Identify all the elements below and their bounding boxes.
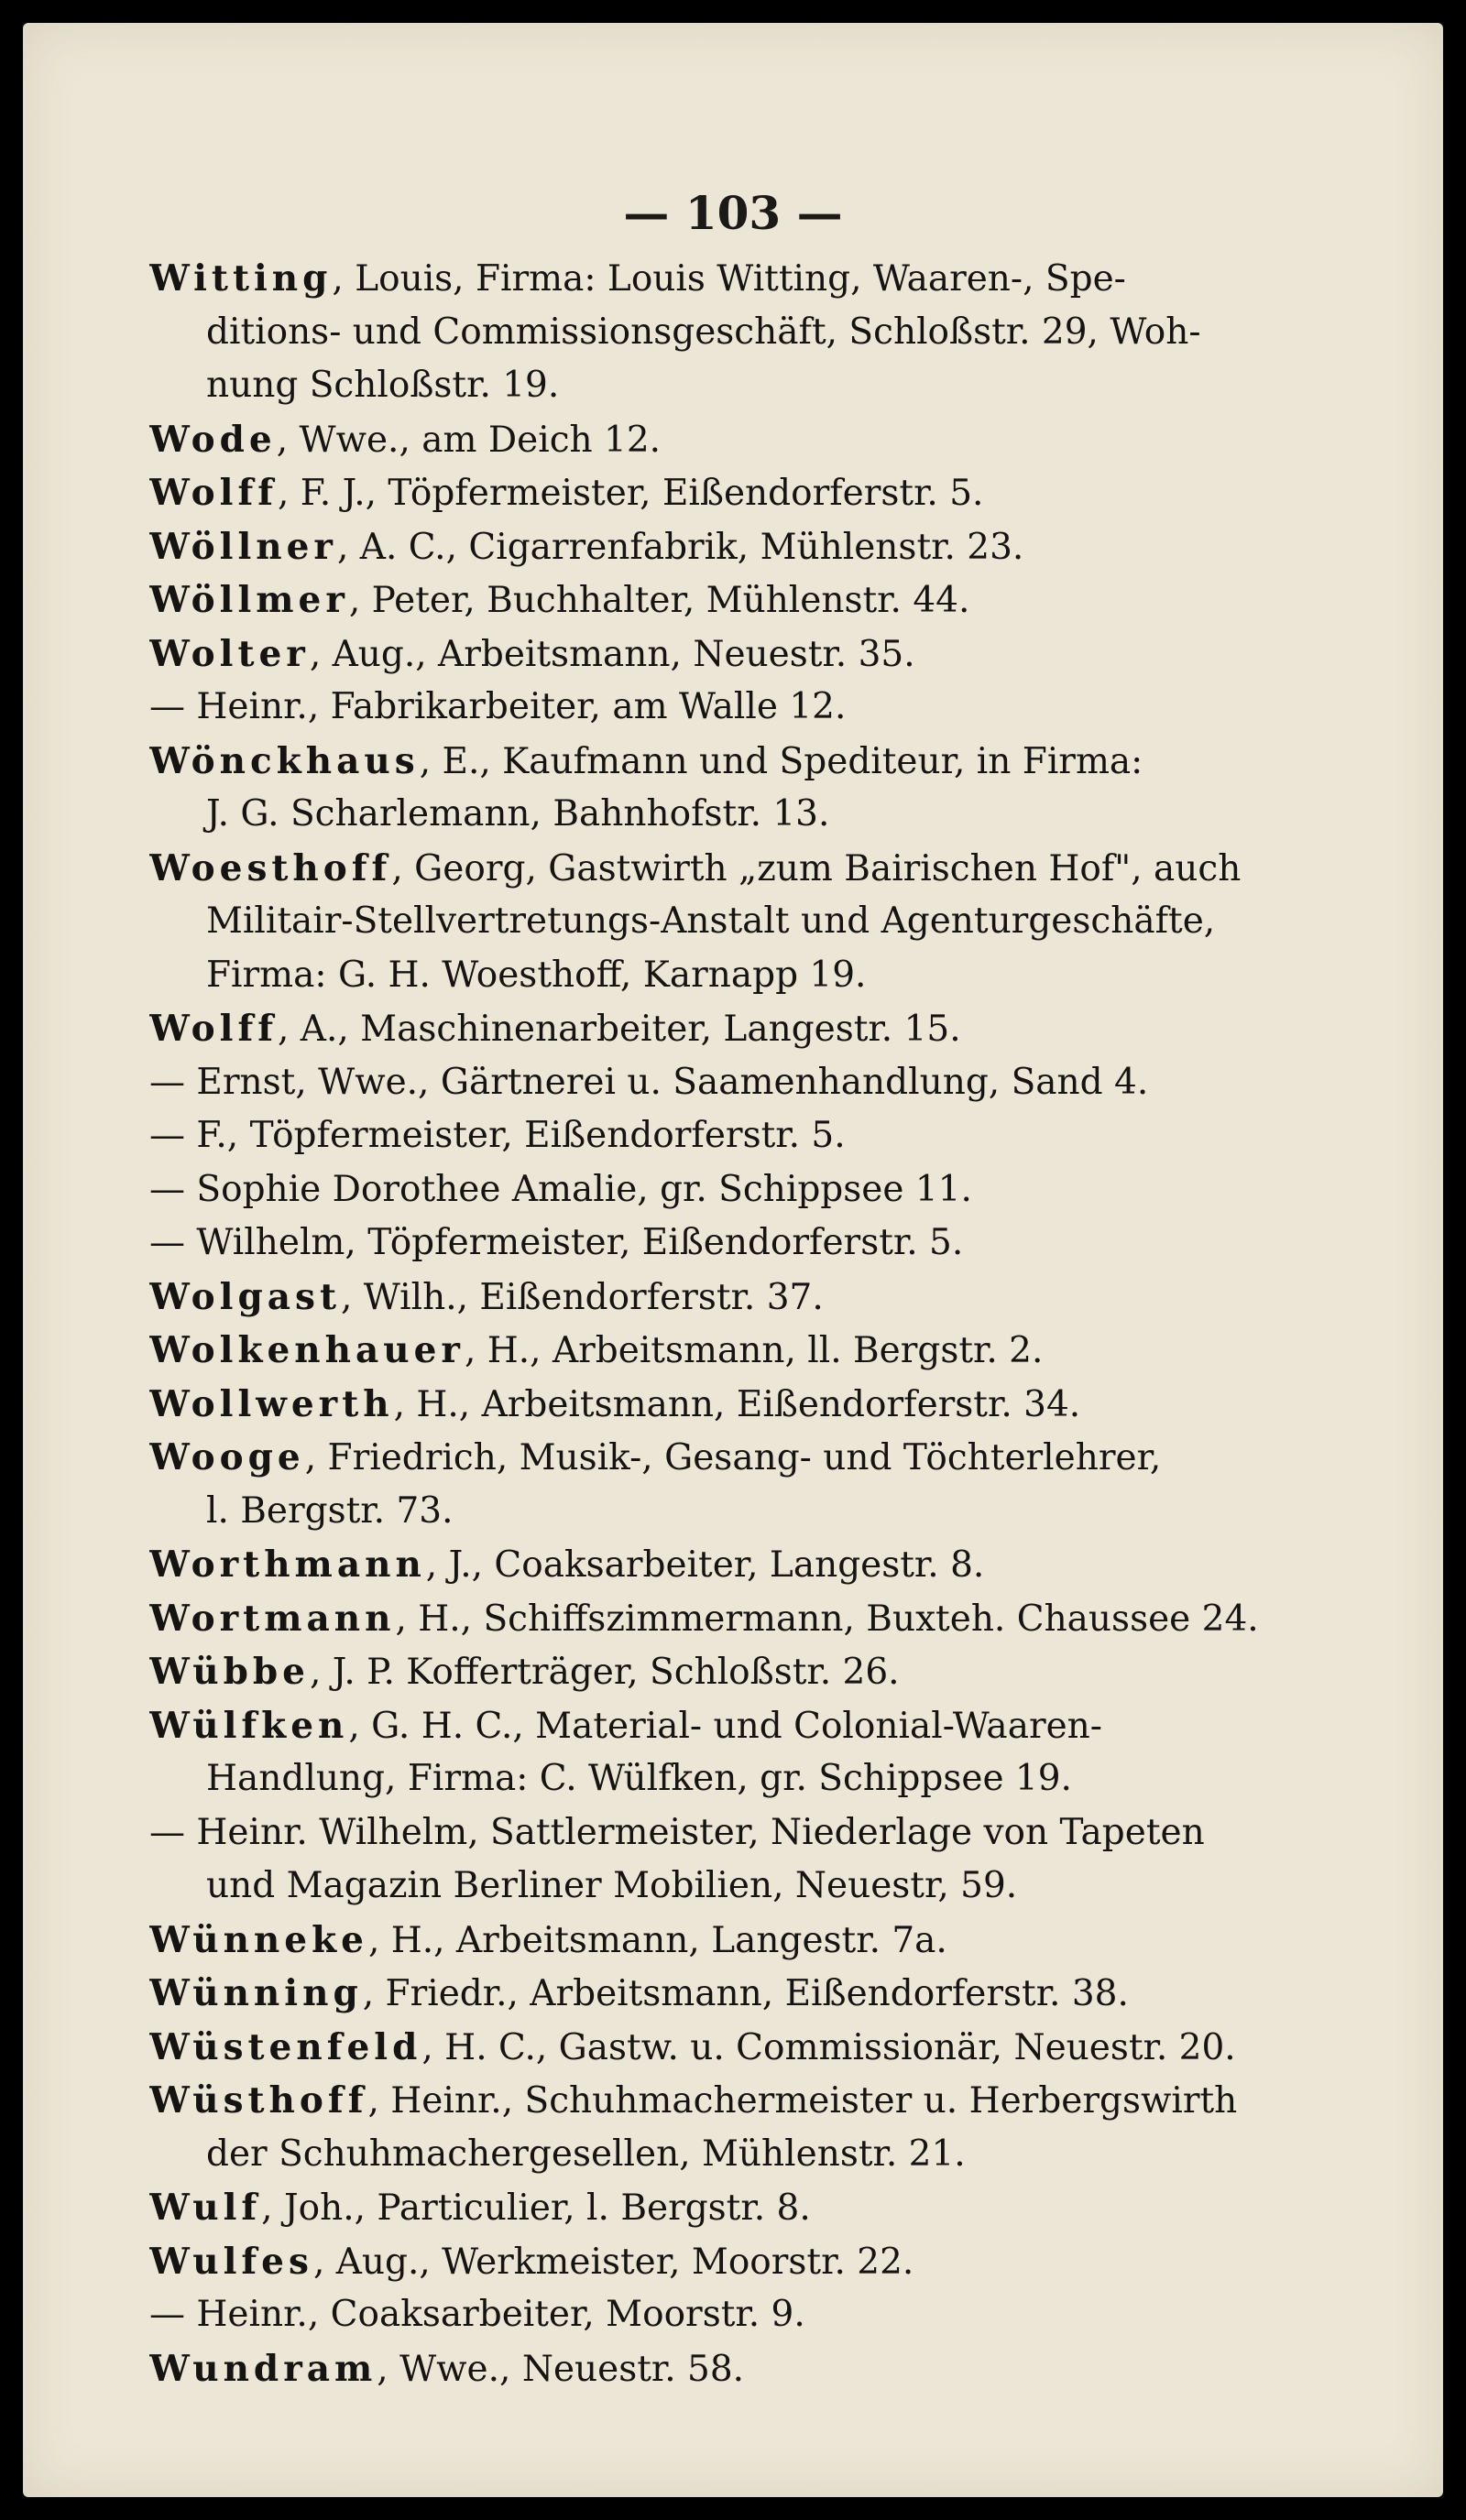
entry-details: , Wwe., am Deich 12. <box>276 419 662 461</box>
entry-details: , Joh., Particulier, l. Bergstr. 8. <box>261 2187 811 2229</box>
directory-entry-continuation: Militair-Stellvertretungs-Anstalt und Agenturgeschäfte, <box>206 900 1216 942</box>
entry-surname: Wode <box>149 418 277 461</box>
entry-details: , Friedr., Arbeitsmann, Eißendorferstr. 38. <box>362 1973 1129 2014</box>
directory-entry <box>149 252 1340 306</box>
entry-details: , F. J., Töpfermeister, Eißendorferstr. 5. <box>278 473 984 514</box>
entry-details: , J. P. Kofferträger, Schloßstr. 26. <box>309 1652 900 1693</box>
entry-details: , A., Maschinenarbeiter, Langestr. 15. <box>278 1009 961 1050</box>
entry-details: , H., Arbeitsmann, Langestr. 7a. <box>367 1919 947 1961</box>
entry-details: , Wwe., Neuestr. 58. <box>377 2348 745 2390</box>
entry-surname: Wüstenfeld <box>149 2025 422 2068</box>
directory-entry <box>149 1002 1340 1056</box>
entry-details: , Aug., Arbeitsmann, Neuestr. 35. <box>309 633 915 675</box>
entry-surname: Witting <box>149 257 333 300</box>
directory-entry: — F., Töpfermeister, Eißendorferstr. 5. <box>149 1115 846 1156</box>
directory-entry-continuation: Firma: G. H. Woesthoff, Karnapp 19. <box>206 954 867 996</box>
directory-entry-continuation: ditions- und Commissionsgeschäft, Schloßstr. 29, Woh- <box>206 311 1201 353</box>
entry-surname: Wöllner <box>149 525 337 568</box>
entry-surname: Wulf <box>149 2187 262 2229</box>
entry-surname: Wolter <box>149 632 310 675</box>
entry-surname: Wulfes <box>149 2240 313 2283</box>
entry-details: , Heinr., Schuhmachermeister u. Herbergswirth <box>367 2080 1238 2122</box>
entry-surname: Wundram <box>149 2347 377 2390</box>
directory-entry <box>149 466 1340 520</box>
directory-entry <box>149 520 1340 574</box>
directory-entry <box>149 573 1340 627</box>
directory-entry <box>149 1538 1340 1592</box>
entry-details: , Peter, Buchhalter, Mühlenstr. 44. <box>348 580 970 621</box>
entry-surname: Wünning <box>149 1972 363 2014</box>
entry-details: , Aug., Werkmeister, Moorstr. 22. <box>312 2241 914 2283</box>
entry-surname: Wortmann <box>149 1597 396 1640</box>
page-number: — 103 — <box>623 186 843 240</box>
directory-entry-continuation: l. Bergstr. 73. <box>206 1489 454 1532</box>
directory-entry <box>149 2021 1340 2075</box>
directory-entry <box>149 1378 1340 1432</box>
entry-details: , H., Schiffszimmermann, Buxteh. Chaussee 24. <box>395 1598 1259 1640</box>
directory-entry: — Heinr., Coaksarbeiter, Moorstr. 9. <box>149 2294 805 2335</box>
entry-details: , Friedrich, Musik-, Gesang- und Töchterlehrer, <box>304 1437 1162 1478</box>
directory-entry: — Heinr. Wilhelm, Sattlermeister, Niederlage von Tapeten <box>149 1811 1205 1853</box>
entry-surname: Wülfken <box>149 1704 349 1747</box>
entry-surname: Wolgast <box>149 1275 341 1318</box>
directory-entry: — Ernst, Wwe., Gärtnerei u. Saamenhandlung, Sand 4. <box>149 1061 1149 1103</box>
entry-details: , Wilh., Eißendorferstr. 37. <box>340 1276 824 1318</box>
entry-surname: Wönckhaus <box>149 739 420 782</box>
entry-details: , Georg, Gastwirth „zum Bairischen Hof", auch <box>391 847 1242 889</box>
entry-surname: Wolkenhauer <box>149 1329 465 1371</box>
entry-surname: Wünneke <box>149 1918 368 1961</box>
directory-entry <box>149 413 1340 467</box>
directory-entry: — Sophie Dorothee Amalie, gr. Schippsee 11. <box>149 1168 972 1210</box>
directory-entry-continuation: Handlung, Firma: C. Wülfken, gr. Schippsee 19. <box>206 1758 1072 1799</box>
entry-surname: Woesthoff <box>149 846 392 889</box>
entry-surname: Wolff <box>149 1008 279 1050</box>
entry-surname: Wolff <box>149 472 279 514</box>
directory-entry <box>149 1967 1340 2021</box>
directory-entry-continuation: der Schuhmachergesellen, Mühlenstr. 21. <box>206 2133 966 2175</box>
entry-surname: Wüsthoff <box>149 2079 368 2122</box>
directory-entry: — Wilhelm, Töpfermeister, Eißendorferstr. 5. <box>149 1222 964 1263</box>
directory-entry <box>149 1914 1340 1968</box>
directory-entry <box>149 1592 1340 1646</box>
entry-details: , E., Kaufmann und Spediteur, in Firma: <box>419 740 1143 782</box>
directory-entry <box>149 2342 1340 2396</box>
directory-entry <box>149 1645 1340 1699</box>
directory-entries <box>149 252 1340 2395</box>
directory-entry-continuation: J. G. Scharlemann, Bahnhofstr. 13. <box>206 793 830 835</box>
entry-surname: Wöllmer <box>149 579 349 621</box>
directory-entry <box>149 1271 1340 1325</box>
entry-surname: Wooge <box>149 1436 305 1478</box>
book-page <box>23 23 1443 2497</box>
directory-entry <box>149 2181 1340 2235</box>
directory-entry-continuation: und Magazin Berliner Mobilien, Neuestr, 59. <box>206 1865 1018 1906</box>
entry-details: , H. C., Gastw. u. Commissionär, Neuestr. 20. <box>421 2026 1236 2068</box>
entry-surname: Wübbe <box>149 1651 310 1693</box>
directory-entry <box>149 627 1340 682</box>
entry-details: , H., Arbeitsmann, Eißendorferstr. 34. <box>393 1383 1081 1425</box>
directory-entry <box>149 842 1340 896</box>
directory-entry <box>149 1431 1340 1485</box>
directory-entry <box>149 2235 1340 2289</box>
directory-entry <box>149 2074 1340 2128</box>
directory-entry <box>149 1324 1340 1378</box>
directory-entry: — Heinr., Fabrikarbeiter, am Walle 12. <box>149 686 847 727</box>
entry-details: , J., Coaksarbeiter, Langestr. 8. <box>425 1544 985 1586</box>
entry-details: , G. H. C., Material- und Colonial-Waaren- <box>348 1705 1102 1747</box>
directory-entry <box>149 735 1340 789</box>
entry-details: , A. C., Cigarrenfabrik, Mühlenstr. 23. <box>336 526 1024 568</box>
entry-details: , H., Arbeitsmann, ll. Bergstr. 2. <box>464 1330 1044 1371</box>
entry-surname: Worthmann <box>149 1544 426 1586</box>
entry-details: , Louis, Firma: Louis Witting, Waaren-, Spe- <box>332 258 1126 300</box>
directory-entry <box>149 1699 1340 1753</box>
entry-surname: Wollwerth <box>149 1382 394 1425</box>
directory-entry-continuation: nung Schloßstr. 19. <box>206 365 560 406</box>
